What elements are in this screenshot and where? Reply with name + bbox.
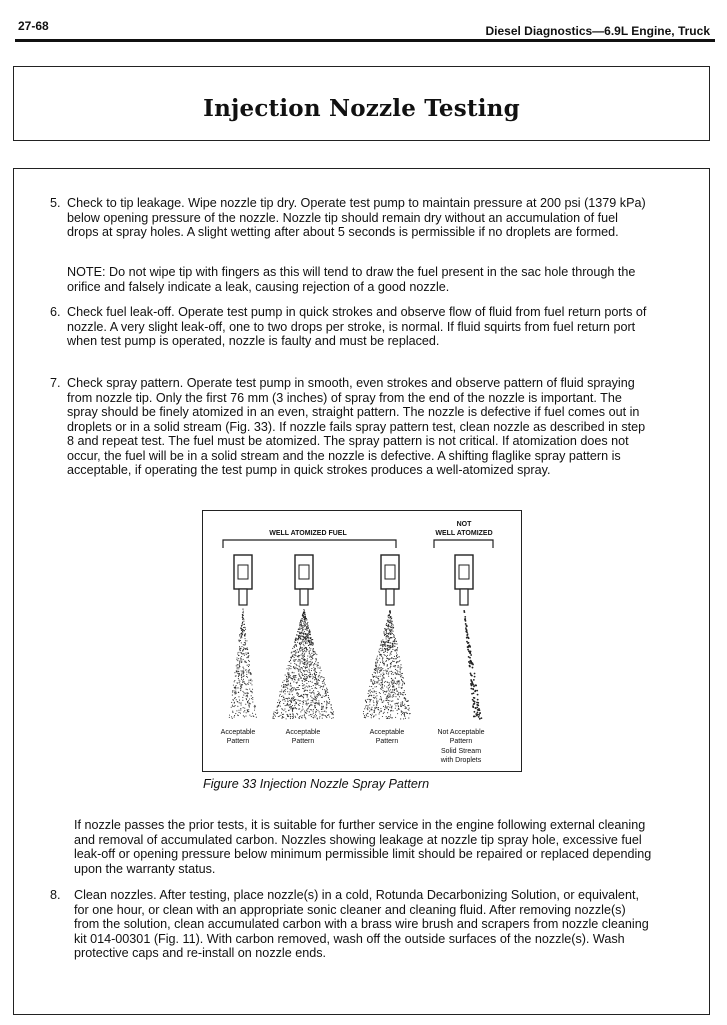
title-box bbox=[13, 66, 710, 141]
pattern-label-3: Acceptable Pattern bbox=[369, 729, 405, 745]
spray-pattern bbox=[272, 609, 334, 719]
step-7-text: Check spray pattern. Operate test pump in smooth, even strokes and observe pattern of fluid spraying from nozzle tip. Only the first 76 mm (3 inches) of spray from the end of the nozzle is important. The spray should be finely atomized in an even, straight pattern. The nozzle is defective if fuel comes out in droplets or in a solid stream (Fig. 33). If nozzle fails spray pattern test, clean nozzle as described in step 8 and repeat test. The fuel must be atomized. The spray pattern is not critical. If atomization does not occur, the fuel will be in a solid stream and the nozzle is defective. A shifting flaglike spray pattern is acceptable, if operating the test pump in quick strokes produces a well-atomized spray. bbox=[67, 376, 646, 477]
spray-pattern bbox=[463, 610, 482, 720]
step-7-number: 7. bbox=[50, 376, 61, 390]
section-title: Diesel Diagnostics—6.9L Engine, Truck bbox=[485, 24, 710, 38]
step-6-text: Check fuel leak-off. Operate test pump in quick strokes and observe flow of fluid from fuel return ports of nozzle. A very slight leak-off, one to two drops per stroke, is normal. If fluid squirts from fuel return port when test pump is operated, nozzle is faulty and must be replaced. bbox=[67, 305, 647, 348]
step-5-number: 5. bbox=[50, 196, 61, 210]
bracket-not bbox=[434, 540, 493, 548]
pattern-label-2: Acceptable Pattern bbox=[285, 729, 321, 745]
page-number: 27-68 bbox=[18, 19, 49, 33]
step-6-number: 6. bbox=[50, 305, 61, 319]
step-5-note: NOTE: Do not wipe tip with fingers as this will tend to draw the fuel present in the sac hole through the orifice and falsely indicate a leak, causing rejection of a good nozzle. bbox=[67, 265, 636, 294]
page-title: Injection Nozzle Testing bbox=[203, 95, 520, 122]
header-rule bbox=[15, 39, 715, 42]
label-well-atomized: WELL ATOMIZED FUEL bbox=[269, 530, 347, 537]
pattern-label-1: Acceptable Pattern bbox=[220, 729, 256, 745]
pattern-label-4: Not Acceptable Pattern bbox=[437, 729, 485, 745]
nozzle-icon bbox=[234, 555, 252, 605]
nozzle-icon bbox=[381, 555, 399, 605]
bracket-well bbox=[223, 540, 396, 548]
nozzle-icon bbox=[455, 555, 473, 605]
label-not-well-atomized: NOT WELL ATOMIZED bbox=[435, 521, 493, 537]
spray-pattern bbox=[363, 610, 411, 719]
nozzle-icon bbox=[295, 555, 313, 605]
figure-caption: Figure 33 Injection Nozzle Spray Pattern bbox=[203, 777, 430, 791]
step-5-text: Check to tip leakage. Wipe nozzle tip dry. Operate test pump to maintain pressure at 200 psi (1379 kPa) below opening pressure of the nozzle. Nozzle tip should remain dry without an accumulation of fuel drops at spray holes. A slight wetting after about 5 seconds is permissible if no droplets are formed. bbox=[67, 196, 646, 239]
step-8-text: Clean nozzles. After testing, place nozzle(s) in a cold, Rotunda Decarbonizing Solution, or equivalent, for one hour, or clean with an appropriate sonic cleaner and cleaning fluid. After removing nozzle(s) from the solution, clean accumulated carbon with a brass wire brush and scrapers from nozzle cleaning kit 014-00301 (Fig. 11). With carbon removed, wash off the outside surfaces of the nozzle(s). Wash protective caps and re-install on nozzle ends. bbox=[74, 888, 649, 960]
post-figure-text: If nozzle passes the prior tests, it is suitable for further service in the engine following external cleaning and removal of accumulated carbon. Nozzles showing leakage at nozzle tip spray hole, excessive fuel leak-off or opening pressure below minimum permissible limit should be repaired or replaced depending upon the warranty status. bbox=[74, 818, 652, 876]
figure-33 bbox=[202, 510, 522, 772]
pattern-label-4-sub: Solid Stream with Droplets bbox=[440, 748, 482, 764]
step-8-number: 8. bbox=[50, 888, 61, 902]
spray-pattern bbox=[229, 609, 257, 719]
